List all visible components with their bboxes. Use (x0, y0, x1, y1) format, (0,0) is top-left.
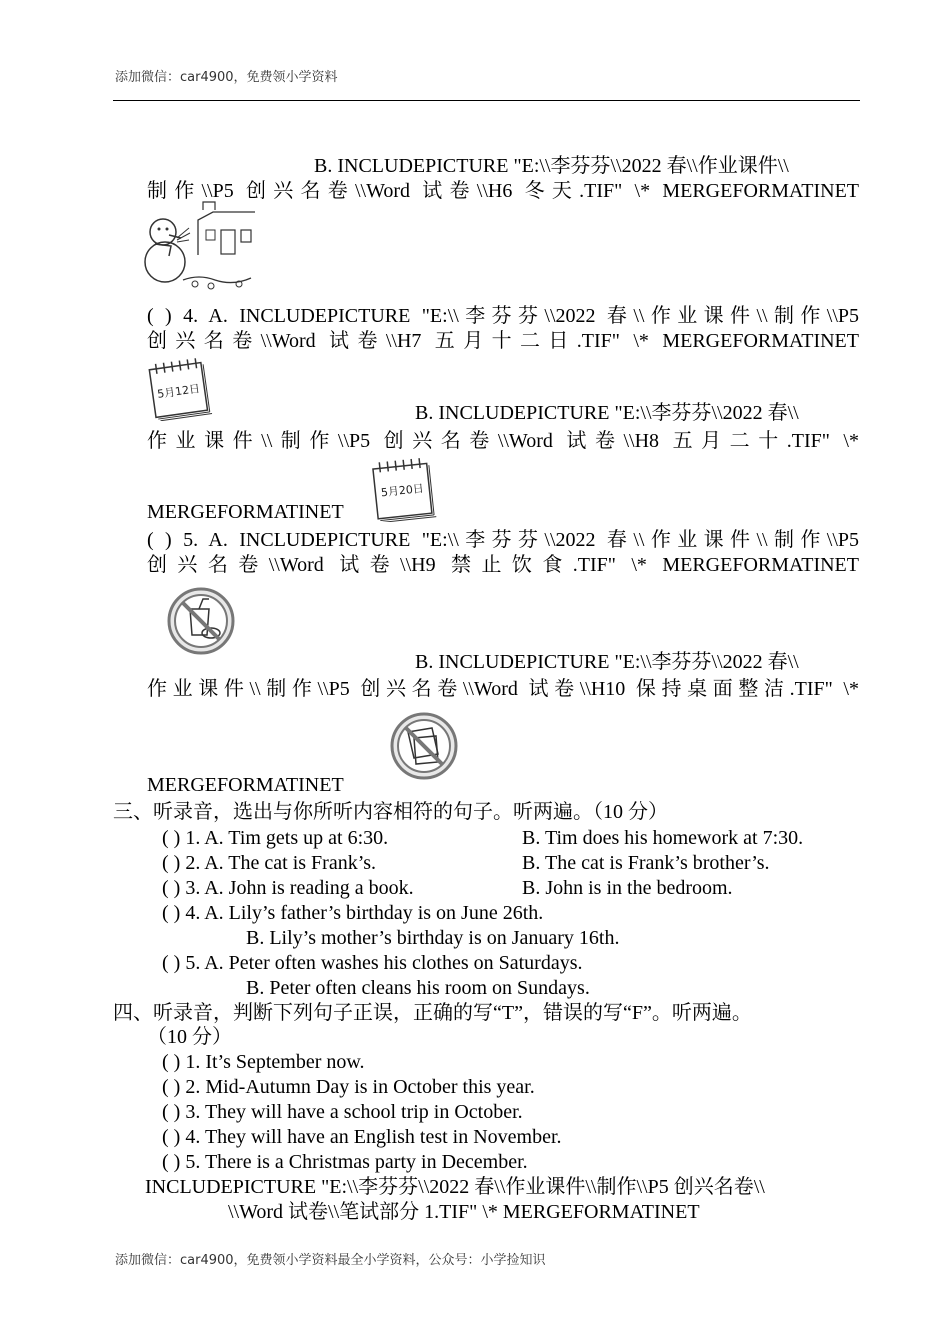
s4-item-1: ( ) 1. It’s September now. (162, 1051, 365, 1073)
s4-item-2: ( ) 2. Mid-Autumn Day is in October this year. (162, 1076, 535, 1098)
s3-item-5-b: B. Peter often cleans his room on Sundays. (246, 977, 590, 999)
page-footer: 添加微信：car4900，免费领小学资料最全小学资料，公众号：小学捡知识 (115, 1253, 546, 1268)
s3-item-3-a: ( ) 3. A. John is reading a book. (162, 877, 414, 899)
section4-title-line1: 四、听录音，判断下列句子正误，正确的写“T”，错误的写“F”。听两遍。 (113, 1002, 752, 1024)
q4-a-line2: 创兴名卷\\Word 试卷\\H7 五月十二日.TIF" \* MERGEFORMATINET (147, 330, 859, 352)
s3-item-2-b: B. The cat is Frank’s brother’s. (522, 852, 770, 874)
calendar-a-label: 5月12日 (156, 382, 201, 401)
s3-item-5-a: ( ) 5. A. Peter often washes his clothes on Saturdays. (162, 952, 583, 974)
section3-title: 三、听录音，选出与你所听内容相符的句子。听两遍。（10 分） (113, 801, 668, 823)
section4-title-line2: （10 分） (147, 1026, 232, 1048)
keep-desk-tidy-sign-picture (388, 710, 460, 782)
header-rule (113, 100, 860, 101)
s3-item-2-a: ( ) 2. A. The cat is Frank’s. (162, 852, 377, 874)
written-part-line1: INCLUDEPICTURE "E:\\李芬芬\\2022 春\\作业课件\\制作\\P5 创兴名卷\\ (145, 1176, 765, 1198)
q5-b-line3: MERGEFORMATINET (147, 774, 344, 796)
no-eating-sign-picture (165, 585, 237, 657)
winter-snowman-picture (143, 200, 255, 296)
s3-item-1-b: B. Tim does his homework at 7:30. (522, 827, 804, 849)
q5-a-line1: ( ) 5. A. INCLUDEPICTURE "E:\\李芬芬\\2022 春\\作业课件\\制作\\P5 (147, 529, 859, 551)
q5-b-line1: B. INCLUDEPICTURE "E:\\李芬芬\\2022 春\\ (415, 651, 799, 673)
q3-b-line2: 制作\\P5 创兴名卷\\Word 试卷\\H6 冬天.TIF" \* MERGEFORMATINET (147, 180, 859, 202)
q4-b-line2: 作业课件\\制作\\P5 创兴名卷\\Word 试卷\\H8 五月二十.TIF" \* (147, 430, 859, 452)
q4-a-line1: ( ) 4. A. INCLUDEPICTURE "E:\\李芬芬\\2022 春\\作业课件\\制作\\P5 (147, 305, 859, 327)
q4-b-line3: MERGEFORMATINET (147, 501, 344, 523)
page-header: 添加微信：car4900，免费领小学资料 (115, 70, 338, 85)
s3-item-3-b: B. John is in the bedroom. (522, 877, 733, 899)
s4-item-4: ( ) 4. They will have an English test in November. (162, 1126, 562, 1148)
s4-item-3: ( ) 3. They will have a school trip in October. (162, 1101, 523, 1123)
calendar-may-12-picture (143, 353, 213, 421)
calendar-may-20-picture (368, 452, 438, 522)
q3-b-line1: B. INCLUDEPICTURE "E:\\李芬芬\\2022 春\\作业课件\\ (314, 155, 789, 177)
s3-item-4-b: B. Lily’s mother’s birthday is on January 16th. (246, 927, 620, 949)
q4-b-line1: B. INCLUDEPICTURE "E:\\李芬芬\\2022 春\\ (415, 402, 799, 424)
written-part-line2: \\Word 试卷\\笔试部分 1.TIF" \* MERGEFORMATINET (228, 1201, 700, 1223)
s3-item-4-a: ( ) 4. A. Lily’s father’s birthday is on June 26th. (162, 902, 544, 924)
s4-item-5: ( ) 5. There is a Christmas party in December. (162, 1151, 528, 1173)
q5-b-line2: 作业课件\\制作\\P5 创兴名卷\\Word 试卷\\H10 保持桌面整洁.TIF" \* (147, 678, 859, 700)
q5-a-line2: 创兴名卷\\Word 试卷\\H9 禁止饮食.TIF" \* MERGEFORMATINET (147, 554, 859, 576)
calendar-b-label: 5月20日 (380, 481, 425, 500)
s3-item-1-a: ( ) 1. A. Tim gets up at 6:30. (162, 827, 389, 849)
